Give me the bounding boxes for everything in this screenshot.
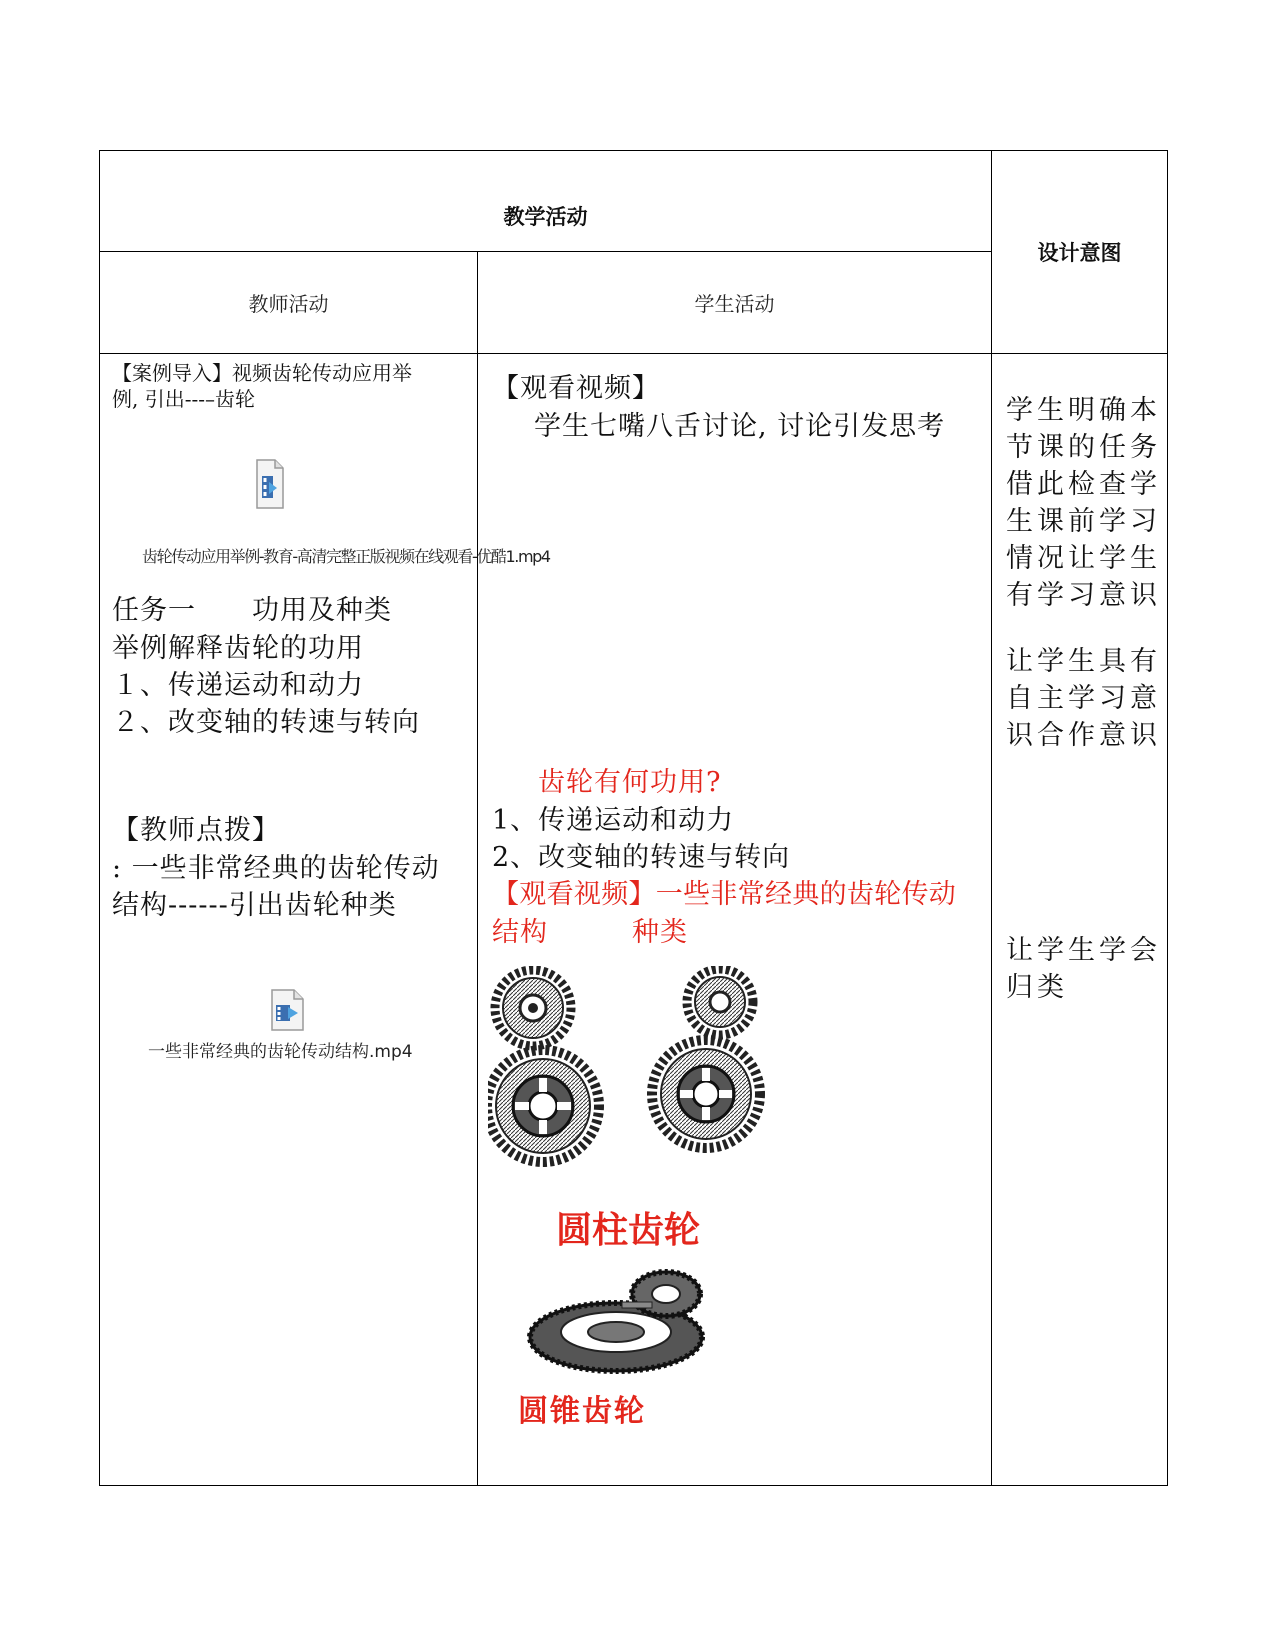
- watch-title: 【观看视频】: [492, 373, 660, 404]
- video2-caption[interactable]: 一些非常经典的齿轮传动结构.mp4: [148, 1042, 413, 1062]
- design-intent-cell: [992, 354, 1168, 1486]
- task-title: 任务一 功用及种类: [112, 595, 392, 626]
- tip-line-2: 结构------引出齿轮种类: [112, 890, 397, 921]
- answer-1: 1、传递运动和动力: [492, 805, 735, 836]
- intent-line: 情况让学生: [1006, 543, 1161, 574]
- video1-caption[interactable]: 齿轮传动应用举例-教育-高清完整正版视频在线观看-优酷1.mp4: [142, 547, 550, 566]
- student-activity-cell: [478, 354, 992, 1486]
- header-student: 学生活动: [478, 252, 992, 354]
- intent-line: 有学习意识: [1006, 580, 1161, 611]
- bevel-caption: 圆锥齿轮: [518, 1394, 646, 1429]
- function-2: ２、改变轴的转速与转向: [112, 707, 420, 738]
- intent-block-c: [1006, 932, 1161, 1006]
- intro-line-2: 例, 引出---–齿轮: [112, 387, 255, 411]
- intent-line: 识合作意识: [1006, 720, 1161, 751]
- intent-line: 节课的任务: [1006, 432, 1161, 463]
- task-line: 举例解释齿轮的功用: [112, 633, 364, 664]
- tip-title: 【教师点拨】: [112, 815, 280, 846]
- watch2-line-2: 结构 种类: [492, 917, 688, 948]
- intent-block-b: [1006, 643, 1161, 754]
- intent-line: 学生明确本: [1006, 395, 1161, 426]
- question: 齿轮有何功用?: [538, 767, 722, 798]
- intent-block-a: [1006, 392, 1161, 614]
- lesson-plan-table: [99, 150, 1168, 1486]
- intent-line: 归类: [1006, 972, 1068, 1003]
- function-1: １、传递运动和动力: [112, 670, 364, 701]
- intent-line: 生课前学习: [1006, 506, 1161, 537]
- cylindrical-caption: 圆柱齿轮: [556, 1210, 701, 1251]
- tip-line-1: : 一些非常经典的齿轮传动: [112, 853, 440, 884]
- header-activities: 教学活动: [503, 205, 588, 229]
- header-teacher: 教师活动: [100, 252, 478, 354]
- intent-line: 让学生学会: [1006, 935, 1161, 966]
- intent-line: 借此检查学: [1006, 469, 1161, 500]
- header-activities-cell: [100, 151, 992, 252]
- intent-line: 让学生具有: [1006, 646, 1161, 677]
- teacher-activity-cell: [100, 354, 550, 1486]
- video-file-icon[interactable]: [255, 458, 285, 510]
- bevel-gear-icon: [526, 1262, 726, 1382]
- intro-line-1: 【案例导入】视频齿轮传动应用举: [112, 361, 412, 385]
- header-intent: 设计意图: [992, 151, 1168, 354]
- video-file-icon[interactable]: [268, 989, 306, 1031]
- spur-gear-pair-icon: [488, 966, 798, 1196]
- watch-text: 学生七嘴八舌讨论, 讨论引发思考: [534, 411, 946, 442]
- watch2-line-1: 【观看视频】一些非常经典的齿轮传动: [492, 879, 957, 910]
- intent-line: 自主学习意: [1006, 683, 1161, 714]
- answer-2: 2、改变轴的转速与转向: [492, 842, 791, 873]
